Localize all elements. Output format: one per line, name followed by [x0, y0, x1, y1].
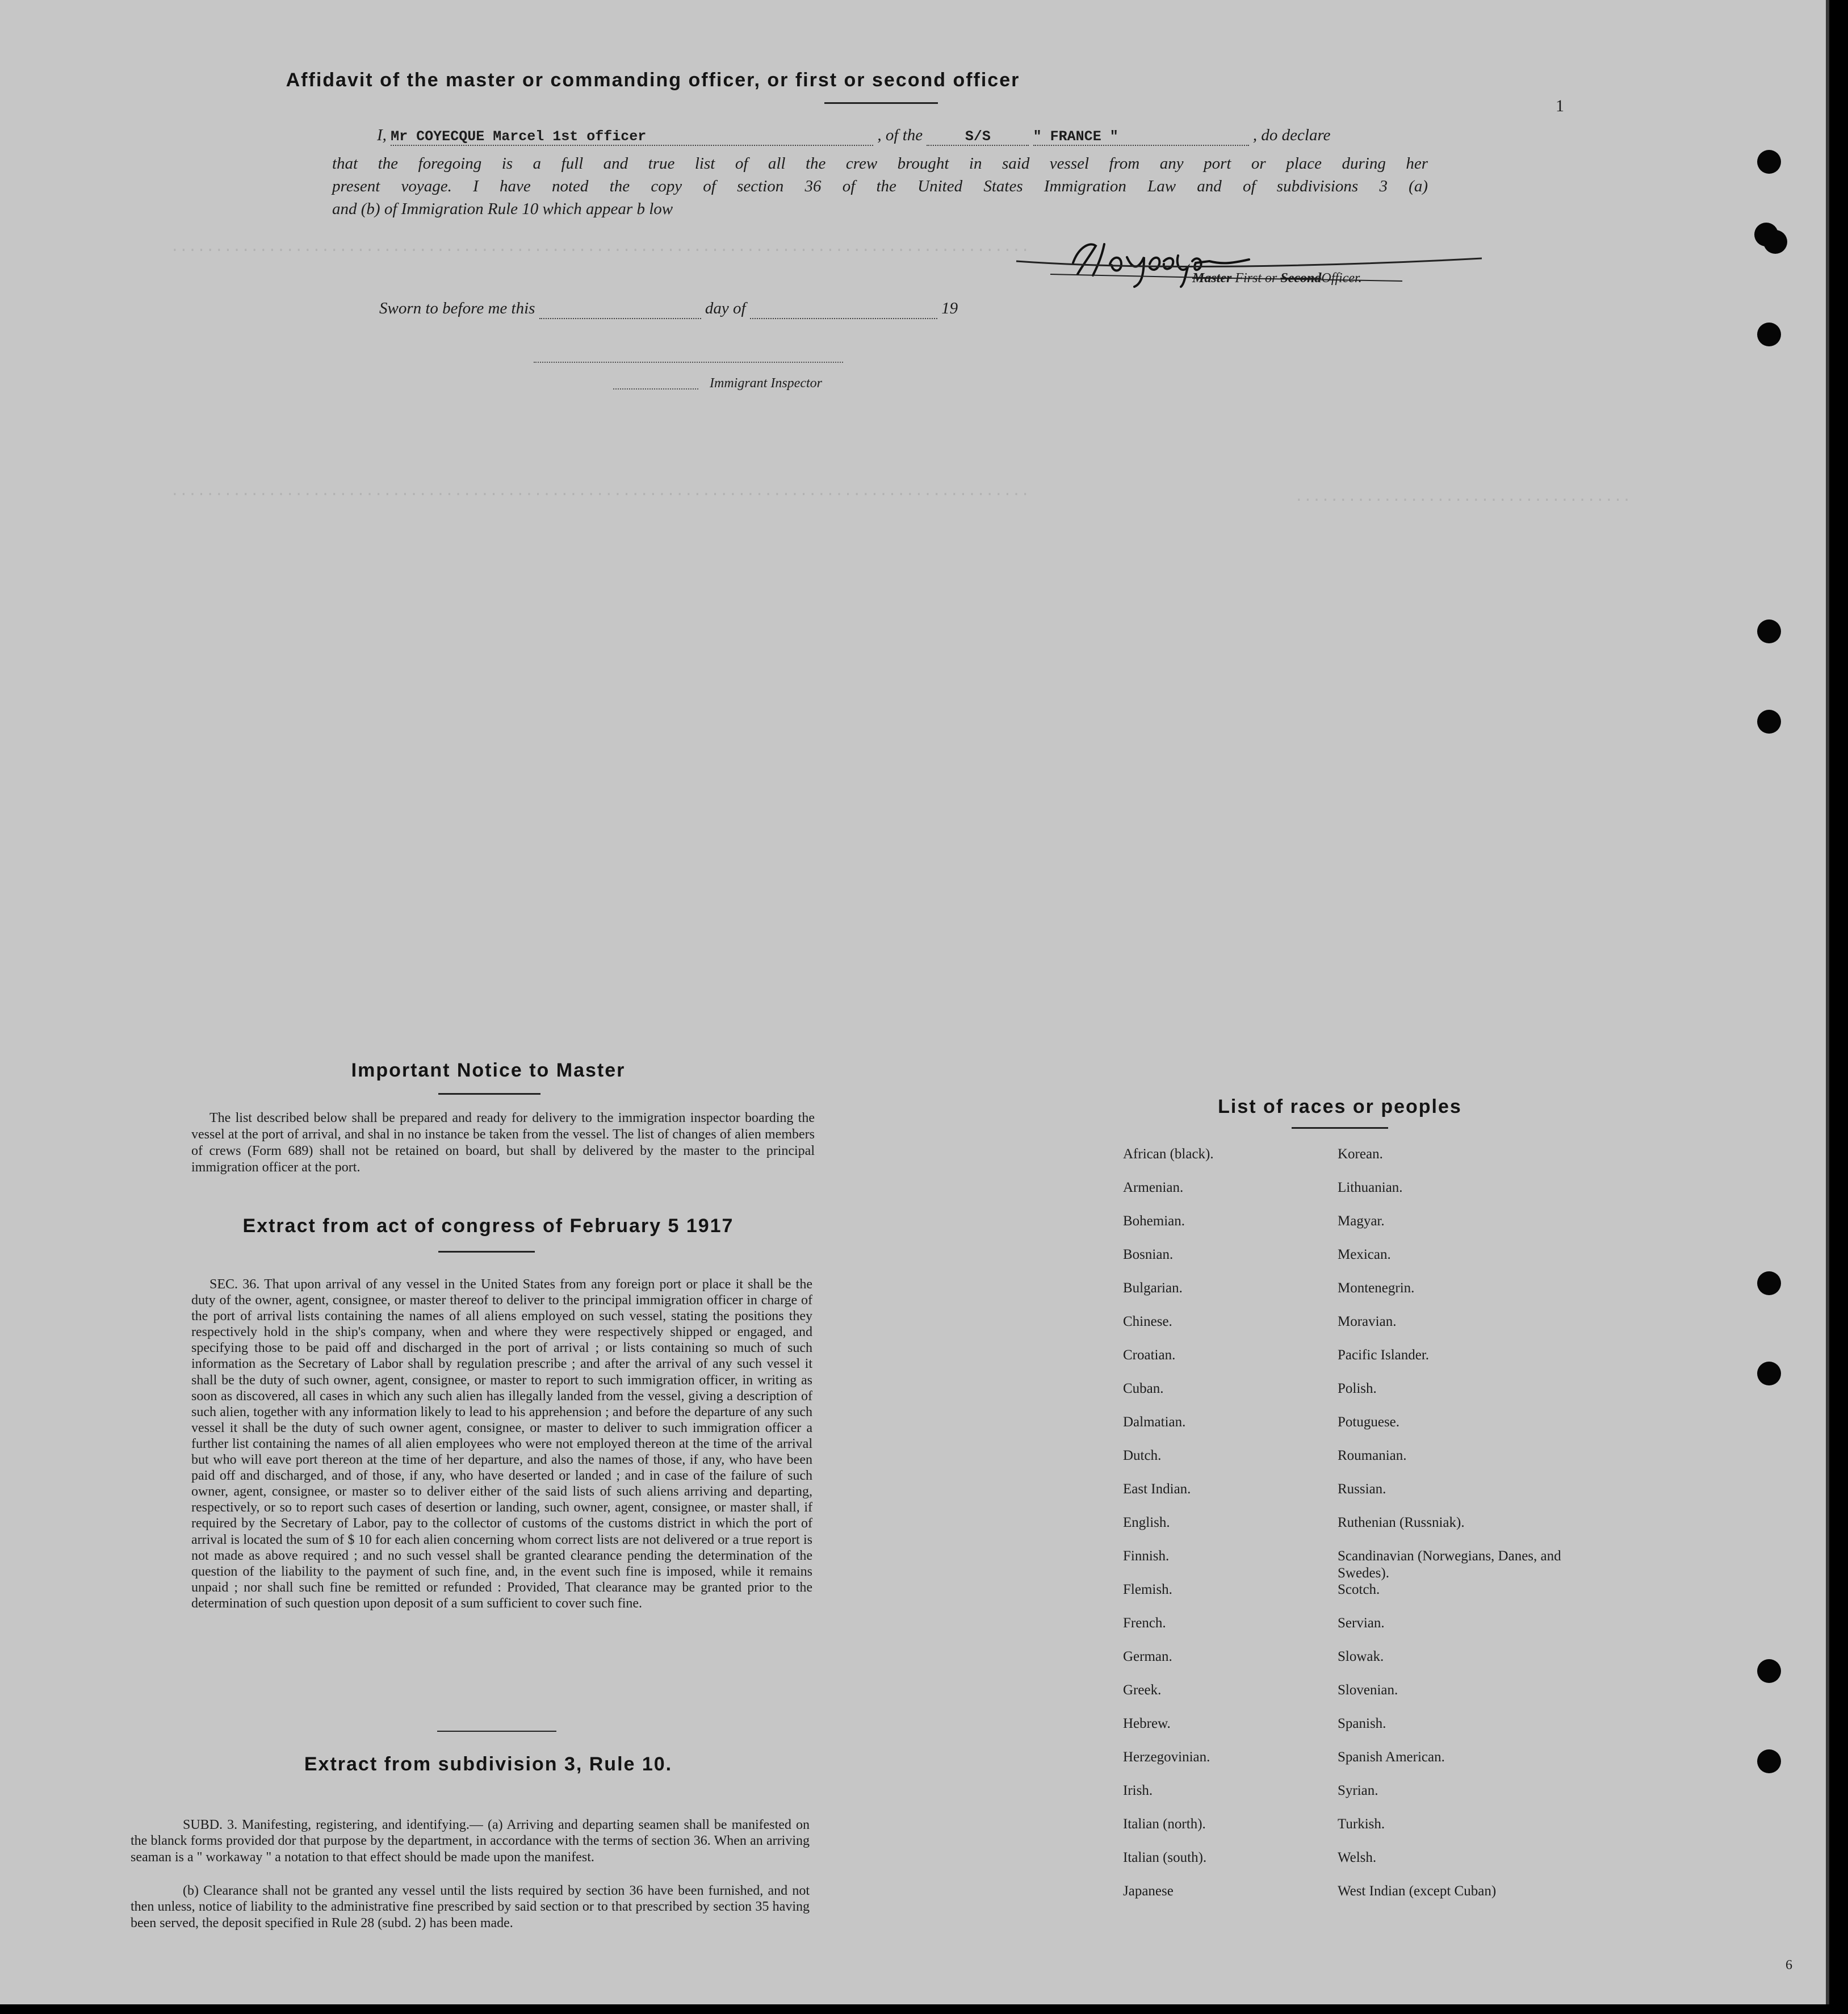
rule-extract-title: Extract from subdivision 3, Rule 10.: [304, 1753, 673, 1775]
race-item: Flemish.: [1123, 1582, 1172, 1597]
race-item: Japanese: [1123, 1883, 1174, 1899]
race-item: Bosnian.: [1123, 1247, 1174, 1262]
race-item: Dalmatian.: [1123, 1414, 1186, 1430]
sworn-day-blank: [539, 299, 701, 319]
race-item: Scotch.: [1338, 1582, 1380, 1597]
vessel-name-field: " FRANCE ": [1033, 128, 1249, 146]
race-item: East Indian.: [1123, 1481, 1191, 1497]
race-item: Hebrew.: [1123, 1716, 1171, 1731]
races-column-1: [1123, 1146, 1327, 1916]
punch-hole: [1757, 150, 1781, 174]
inspector-label: Immigrant Inspector: [710, 376, 822, 391]
rule-extract-para-b: (b) Clearance shall not be granted any vessel until the lists required by section 36 have been furnished, and not then unless, notice of liability to the administrative fine prescribed by said section or to that prescribed by section 35 having been served, the deposit specified in Rule 28 (subd. 2) has been made.: [131, 1883, 810, 1931]
race-item: African (black).: [1123, 1146, 1214, 1162]
signature-caption: [1192, 271, 1362, 286]
race-item: Italian (north).: [1123, 1816, 1206, 1832]
race-item: Herzegovinian.: [1123, 1749, 1210, 1765]
bleed-through-text: .................................................................................................: [170, 483, 1030, 500]
race-item: Syrian.: [1338, 1783, 1378, 1798]
struck-master-label: Master: [1192, 271, 1232, 286]
punch-hole: [1757, 710, 1781, 734]
race-item: Irish.: [1123, 1783, 1153, 1798]
race-item: Russian.: [1338, 1481, 1386, 1497]
punch-hole: [1757, 1362, 1781, 1385]
rule-extract-para-a: SUBD. 3. Manifesting, registering, and identifying.— (a) Arriving and departing seamen shall be manifested on the blanck forms provided dor that purpose by the department, in accordance with the terms of section 36. When an arriving seaman is a " workaway " a notation to that effect should be made upon the manifest.: [131, 1818, 810, 1865]
title-underline: [824, 102, 938, 104]
act-extract-end-rule: [437, 1731, 556, 1732]
notice-underline: [438, 1093, 540, 1095]
race-item: Mexican.: [1338, 1247, 1391, 1262]
race-item: Moravian.: [1338, 1314, 1397, 1329]
race-item: Servian.: [1338, 1615, 1385, 1631]
affidavit-line-4: and (b) of Immigration Rule 10 which appear b low: [332, 200, 673, 218]
corner-mark: 6: [1786, 1958, 1792, 1973]
inspector-stub-line: [613, 388, 698, 390]
sworn-day-label: day of: [705, 299, 746, 317]
races-title: List of races or peoples: [1218, 1096, 1462, 1117]
affidavit-title: Affidavit of the master or commanding officer, or first or second officer: [286, 69, 1020, 91]
race-item: Italian (south).: [1123, 1850, 1207, 1865]
race-item: Armenian.: [1123, 1180, 1184, 1195]
punch-hole: [1757, 1271, 1781, 1295]
sworn-prefix: Sworn to before me this: [379, 299, 535, 317]
race-item: Cuban.: [1123, 1381, 1164, 1396]
first-or-label: First or: [1235, 271, 1277, 286]
race-item: Bulgarian.: [1123, 1280, 1183, 1296]
affidavit-of-label: , of the: [877, 126, 923, 144]
race-item: German.: [1123, 1649, 1172, 1664]
affidavit-declare-label: , do declare: [1252, 126, 1331, 144]
bleed-through-text: .................................................................................................: [170, 238, 1030, 256]
affidavit-line-3: present voyage. I have noted the copy of section 36 of the United States Immigration Law and of subdivisions 3 (a): [332, 177, 1428, 195]
officer-label: Officer.: [1321, 271, 1362, 286]
act-extract-title: Extract from act of congress of February 5 1917: [242, 1215, 734, 1237]
affidavit-prefix: I,: [377, 126, 387, 144]
punch-hole: [1757, 1659, 1781, 1683]
inspector-signature-line: [534, 362, 843, 363]
race-item: Chinese.: [1123, 1314, 1172, 1329]
races-column-2: [1338, 1146, 1587, 1916]
act-extract-underline: [438, 1251, 535, 1253]
race-item: Croatian.: [1123, 1347, 1176, 1363]
race-item: Polish.: [1338, 1381, 1377, 1396]
act-extract-body: SEC. 36. That upon arrival of any vessel in the United States from any foreign port or place it shall be the duty of the owner, agent, consignee, or master thereof to deliver to the principal immigration officer in charge of the port of arrival lists containing the names of all aliens employed on such vessel, stating the positions they respectively hold in the ship's company, when and where they were respectively shipped or engaged, and specifying those to be paid off and discharged in the port of arrival ; or lists containing so much of such information as the Secretary of Labor shall by regulation prescribe ; and after the arrival of any such vessel it shall be the duty of such owner, agent, consignee, or master to report to such immigration officer, in writing as soon as discovered, all cases in which any such alien has illegally landed from the vessel, giving a description of such alien, together with any information likely to lead to his apprehension ; and before the departure of any such vessel it shall be the duty of such owner agent, consignee, or master to deliver to such immigration officer a further list containing the names of all alien employees who were not employed thereon at the time of the arrival but who will eave port thereon at the time of her departure, and also the names of those, if any, who have been paid off and discharged, and of those, if any, who have deserted or landed ; and in case of the failure of such owner, agent, consignee, or master so to deliver either of the said lists of such aliens arriving and departing, respectively, or so to report such cases of desertion or landing, such owner, agent, consignee, or master shall, if required by the Secretary of Labor, pay to the collector of customs of the customs district in which the port of arrival is located the sum of $ 10 for each alien concerning whom correct lists are not delivered or a true report is not made as above required ; and no such vessel shall be granted clearance pending the determination of the question of the liability to the payment of such fine, and, in the event such fine is imposed, while it remains unpaid ; nor shall such fine be remitted or refunded : Provided, That clearance may be granted prior to the determination of such question upon deposit of a sum sufficient to cover such fine.: [191, 1277, 812, 1611]
race-item: English.: [1123, 1515, 1170, 1530]
struck-second-label: Second: [1280, 271, 1322, 286]
race-item: Slovenian.: [1338, 1682, 1398, 1698]
race-item: Spanish American.: [1338, 1749, 1445, 1765]
race-item: Spanish.: [1338, 1716, 1386, 1731]
race-item: French.: [1123, 1615, 1166, 1631]
race-item: Pacific Islander.: [1338, 1347, 1430, 1363]
race-item: West Indian (except Cuban): [1338, 1883, 1497, 1899]
sworn-line: [379, 299, 958, 319]
race-item: Lithuanian.: [1338, 1180, 1403, 1195]
sworn-month-blank: [750, 299, 937, 319]
race-item: Dutch.: [1123, 1448, 1162, 1463]
race-item: Potuguese.: [1338, 1414, 1400, 1430]
punch-hole: [1757, 1749, 1781, 1773]
race-item: Greek.: [1123, 1682, 1162, 1698]
race-item: Finnish.: [1123, 1548, 1170, 1564]
race-item: Scandinavian (Norwegians, Danes, and Swedes).: [1338, 1548, 1561, 1581]
affidavit-line-1: [377, 126, 1331, 146]
race-item: Montenegrin.: [1338, 1280, 1415, 1296]
race-item: Slowak.: [1338, 1649, 1384, 1664]
race-item: Korean.: [1338, 1146, 1383, 1162]
officer-name-field: Mr COYECQUE Marcel 1st officer: [391, 128, 873, 146]
vessel-type-field: S/S: [927, 128, 1029, 146]
punch-hole: [1757, 619, 1781, 643]
race-item: Bohemian.: [1123, 1213, 1185, 1229]
race-item: Welsh.: [1338, 1850, 1377, 1865]
sworn-year-label: 19: [941, 299, 958, 317]
page-mark: 1: [1556, 97, 1564, 115]
punch-hole: [1763, 230, 1787, 254]
race-item: Magyar.: [1338, 1213, 1385, 1229]
punch-hole: [1757, 323, 1781, 346]
race-item: Roumanian.: [1338, 1448, 1407, 1463]
affidavit-line-2: that the foregoing is a full and true list of all the crew brought in said vessel from any port or place during her: [332, 154, 1428, 173]
race-item: Turkish.: [1338, 1816, 1385, 1832]
bleed-through-text: ......................................: [1294, 488, 1631, 505]
race-item: Ruthenian (Russniak).: [1338, 1515, 1465, 1530]
races-underline: [1292, 1127, 1388, 1129]
notice-body: The list described below shall be prepared and ready for delivery to the immigration inspector boarding the vessel at the port of arrival, and shal in no instance be taken from the vessel. The list of changes of alien members of crews (Form 689) shall not be retained on board, but shall by delivered by the master to the principal immigration officer at the port.: [191, 1111, 815, 1175]
notice-title: Important Notice to Master: [351, 1060, 626, 1081]
